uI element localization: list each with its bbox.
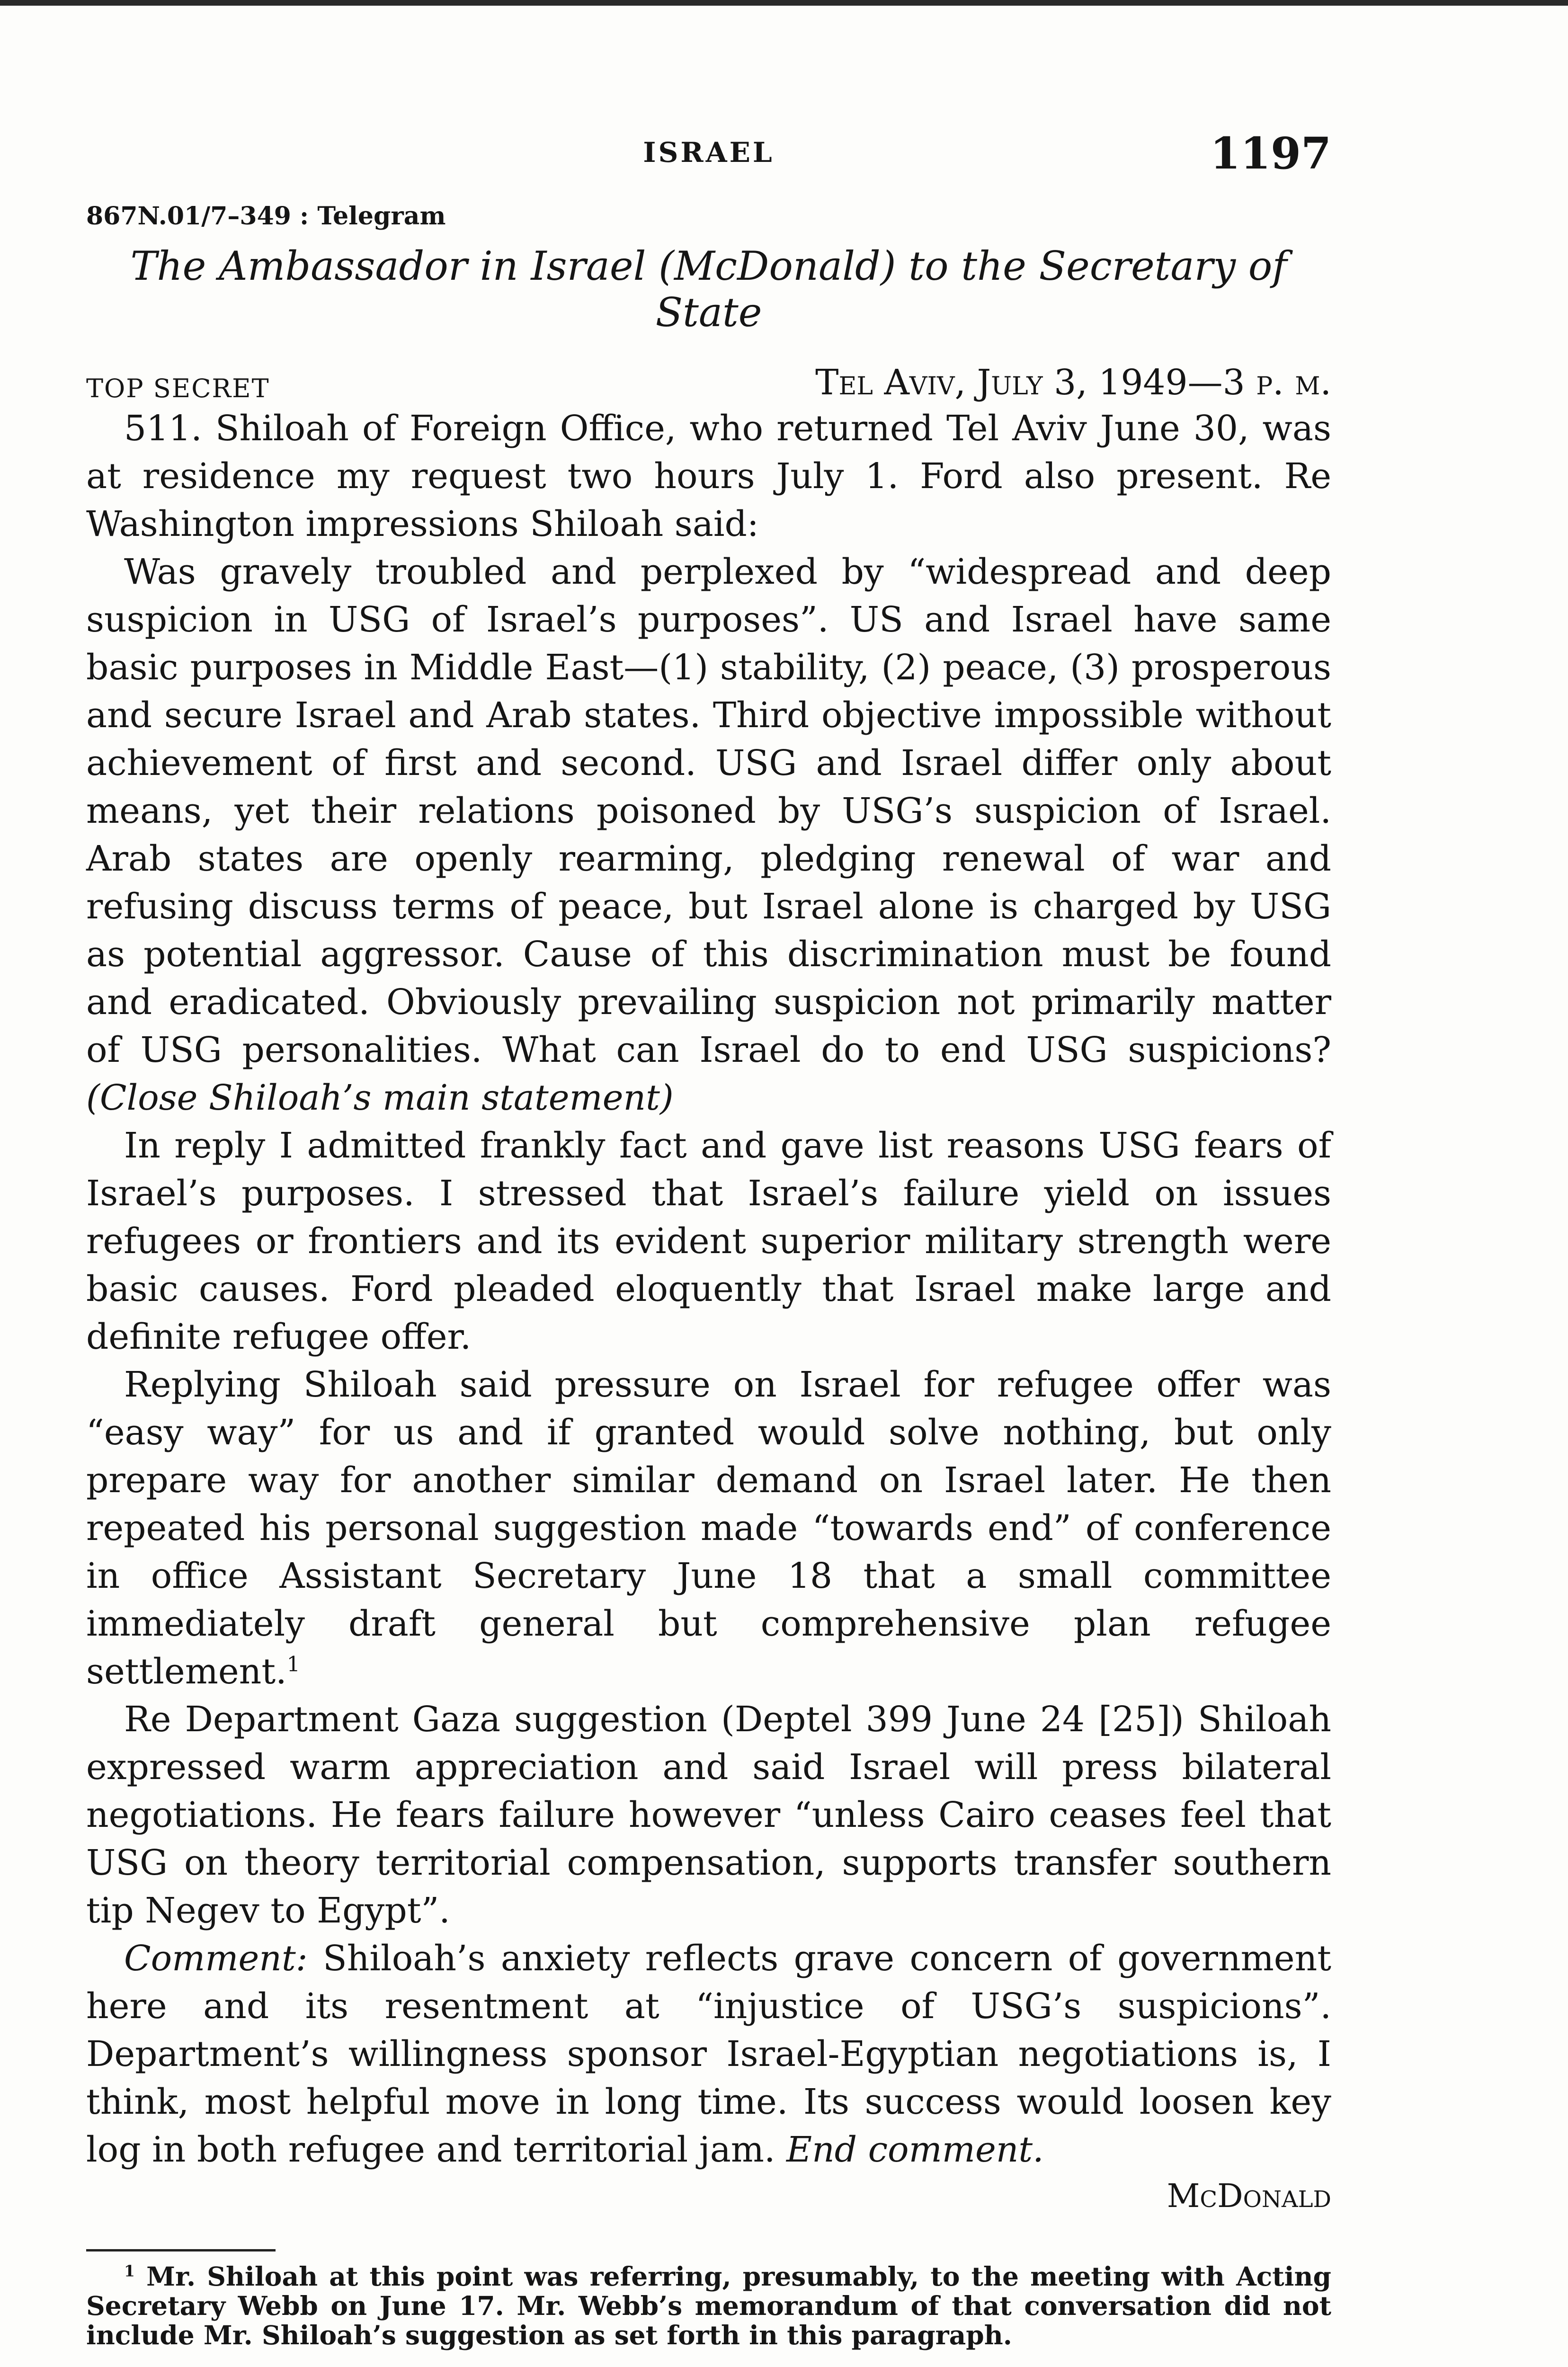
paragraph-3: In reply I admitted frankly fact and gave list reasons USG fears of Israel’s purposes. I stressed that Israel’s failure yield on issues refugees or frontiers and its evident superior military strength were basic causes. Ford pleaded eloquently that Israel make large and definite refugee offer. [86, 1125, 1331, 1357]
footnote-ref: 1 [286, 1652, 300, 1677]
comment-label: Comment: [124, 1938, 308, 1979]
page-number: 1197 [1210, 128, 1331, 179]
paragraph-4: Replying Shiloah said pressure on Israel for refugee offer was “easy way” for us and if granted would solve nothing, but only prepare way for another similar demand on Israel later. He then repeated his personal suggestion made “towards end” of conference in office Assistant Secretary June 18 that a small committee immediately draft general but comprehensive plan refugee settlement.$^1$ [86, 1364, 1331, 1692]
dateline-row [86, 362, 1331, 405]
telegram-body [86, 405, 1331, 2174]
file-reference: 867N.01/7–349 : Telegram [86, 202, 446, 231]
end-comment-note: End comment. [786, 2129, 1044, 2170]
footnote-rule [86, 2249, 276, 2251]
page-top-edge [0, 0, 1568, 6]
paragraph-6: Comment: Shiloah’s anxiety reflects grave concern of government here and its resentment at “injustice of USG’s suspicions”. Department’s willingness sponsor Israel-Egyptian negotiations is, I think, most helpful move in long time. Its success would loosen key log in both refugee and territorial jam. End comment. [86, 1938, 1331, 2170]
classification-label: TOP SECRET [86, 374, 270, 403]
close-statement-note: (Close Shiloah’s main statement) [86, 1077, 674, 1118]
footnote: $^1$ Mr. Shiloah at this point was referring, presumably, to the meeting with Acting Secretary Webb on June 17. Mr. Webb’s memorandum of that conversation did not include Mr. Shiloah’s suggestion as set forth in this paragraph. [86, 2261, 1331, 2350]
paragraph-1: 511. Shiloah of Foreign Office, who returned Tel Aviv June 30, was at residence my request two hours July 1. Ford also present. Re Washington impressions Shiloah said: [86, 408, 1331, 544]
paragraph-5: Re Department Gaza suggestion (Deptel 399 June 24 [25]) Shiloah expressed warm appreciation and said Israel will press bilateral negotiations. He fears failure however “unless Cairo ceases feel that USG on theory territorial compensation, supports transfer southern tip Negev to Egypt”. [86, 1699, 1331, 1931]
paragraph-2: Was gravely troubled and perplexed by “widespread and deep suspicion in USG of Israel’s purposes”. US and Israel have same basic purposes in Middle East—(1) stability, (2) peace, (3) prosperous and secure Israel and Arab states. Third objective impossible without achievement of first and second. USG and Israel differ only about means, yet their relations poisoned by USG’s suspicion of Israel. Arab states are openly rearming, pledging renewal of war and refusing discuss terms of peace, but Israel alone is charged by USG as potential aggressor. Cause of this discrimination must be found and eradicated. Obviously prevailing suspicion not primarily matter of USG personalities. What can Israel do to end USG suspicions? (Close Shiloah’s main statement) [86, 552, 1331, 1118]
document-heading: The Ambassador in Israel (McDonald) to the Secretary of State [130, 243, 1287, 336]
dateline: Tel Aviv, July 3, 1949—3 p. m. [815, 362, 1331, 403]
running-head-title: ISRAEL [643, 136, 775, 169]
running-head [86, 128, 1331, 180]
signature: McDonald [1167, 2178, 1331, 2215]
footnote-marker: 1 [124, 2261, 135, 2280]
document-page [86, 128, 1331, 2350]
